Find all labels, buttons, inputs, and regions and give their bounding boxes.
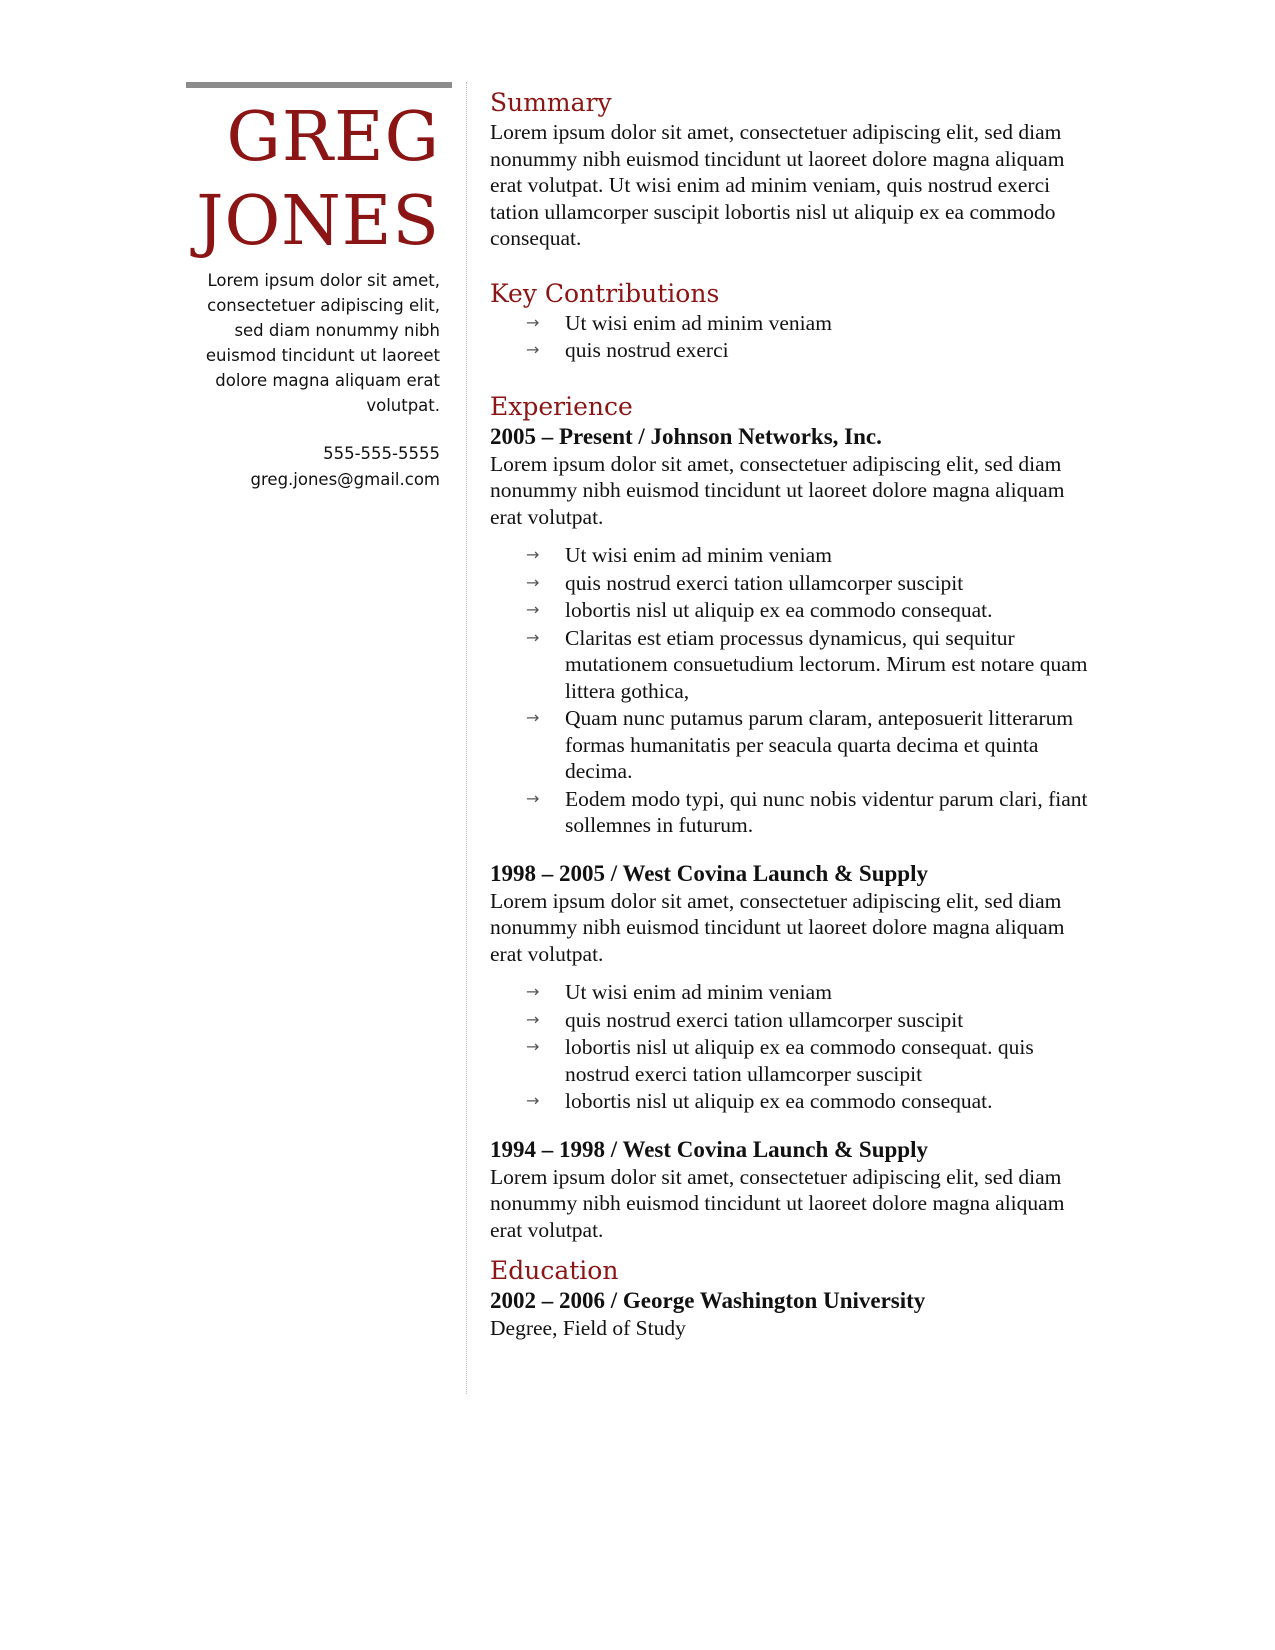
- key-contributions-list: [490, 310, 1090, 364]
- arrow-icon: →: [526, 982, 540, 1001]
- list-item: → Eodem modo typi, qui nunc nobis videntur parum clari, fiant sollemnes in futurum.: [526, 786, 1088, 837]
- job-description: Lorem ipsum dolor sit amet, consectetuer adipiscing elit, sed diam nonummy nibh euismod tincidunt ut laoreet dolore magna aliquam erat volutpat.: [490, 451, 1065, 529]
- list-item: → lobortis nisl ut aliquip ex ea commodo consequat.: [526, 598, 993, 622]
- list-item: → quis nostrud exerci tation ullamcorper suscipit: [526, 570, 964, 595]
- arrow-icon: →: [526, 1091, 540, 1110]
- list-item: → Ut wisi enim ad minim veniam: [526, 980, 832, 1004]
- education-degree: Degree, Field of Study: [490, 1316, 686, 1340]
- list-item: → Quam nunc putamus parum claram, anteposuerit litterarum formas humanitatis per seacula quarta decima et quinta decima.: [526, 706, 1074, 783]
- education-heading: Education: [490, 1256, 619, 1285]
- sidebar: [186, 82, 452, 493]
- main-content: [490, 87, 1090, 1342]
- contact-info: [186, 441, 440, 493]
- column-divider: [466, 82, 467, 1394]
- arrow-icon: →: [526, 340, 540, 359]
- phone-number: 555-555-5555: [323, 444, 440, 463]
- arrow-icon: →: [526, 600, 540, 619]
- job-bullets: [490, 542, 1090, 839]
- job-description: Lorem ipsum dolor sit amet, consectetuer adipiscing elit, sed diam nonummy nibh euismod tincidunt ut laoreet dolore magna aliquam erat volutpat.: [490, 888, 1065, 966]
- first-name: GREG: [226, 98, 440, 177]
- list-item: → lobortis nisl ut aliquip ex ea commodo consequat.: [526, 1089, 993, 1113]
- arrow-icon: →: [526, 788, 540, 808]
- arrow-icon: →: [526, 572, 540, 592]
- job-bullets: [490, 979, 1090, 1115]
- list-item: → Claritas est etiam processus dynamicus, qui sequitur mutationem consuetudium lectorum. Mirum est notare quam littera gothica,: [526, 625, 1088, 703]
- list-item: → lobortis nisl ut aliquip ex ea commodo consequat. quis nostrud exerci tation ullamcorper suscipit: [526, 1035, 1034, 1086]
- candidate-name: [186, 96, 440, 264]
- arrow-icon: →: [526, 1009, 540, 1029]
- list-item: → Ut wisi enim ad minim veniam: [526, 543, 832, 567]
- bio-text: Lorem ipsum dolor sit amet, consectetuer adipiscing elit, sed diam nonummy nibh euismod tincidunt ut laoreet dolore magna aliquam erat volutpat.: [205, 271, 440, 415]
- list-item: → Ut wisi enim ad minim veniam: [526, 310, 832, 335]
- education-title: 2002 – 2006 / George Washington University: [490, 1288, 926, 1313]
- experience-heading: Experience: [490, 391, 633, 421]
- job-description: Lorem ipsum dolor sit amet, consectetuer adipiscing elit, sed diam nonummy nibh euismod tincidunt ut laoreet dolore magna aliquam erat volutpat.: [490, 1164, 1065, 1242]
- job-title: 1998 – 2005 / West Covina Launch & Supply: [490, 860, 928, 886]
- key-contributions-heading: Key Contributions: [490, 278, 720, 308]
- top-rule: [186, 82, 452, 88]
- arrow-icon: →: [526, 545, 540, 564]
- job-title: 2005 – Present / Johnson Networks, Inc.: [490, 423, 882, 449]
- list-item: → quis nostrud exerci tation ullamcorper suscipit: [526, 1007, 964, 1032]
- job-title: 1994 – 1998 / West Covina Launch & Supply: [490, 1136, 928, 1162]
- arrow-icon: →: [526, 1037, 540, 1056]
- arrow-icon: →: [526, 627, 540, 647]
- arrow-icon: →: [526, 708, 540, 727]
- last-name: JONES: [196, 182, 440, 261]
- email-address: greg.jones@gmail.com: [250, 470, 440, 489]
- arrow-icon: →: [526, 312, 540, 332]
- summary-text: Lorem ipsum dolor sit amet, consectetuer adipiscing elit, sed diam nonummy nibh euismod tincidunt ut laoreet dolore magna aliquam erat volutpat. Ut wisi enim ad minim veniam, quis nostrud exerci tation ullamcorper suscipit lobortis nisl ut aliquip ex ea commodo consequat.: [490, 120, 1065, 250]
- summary-heading: Summary: [490, 88, 612, 117]
- list-item: → quis nostrud exerci: [526, 338, 729, 362]
